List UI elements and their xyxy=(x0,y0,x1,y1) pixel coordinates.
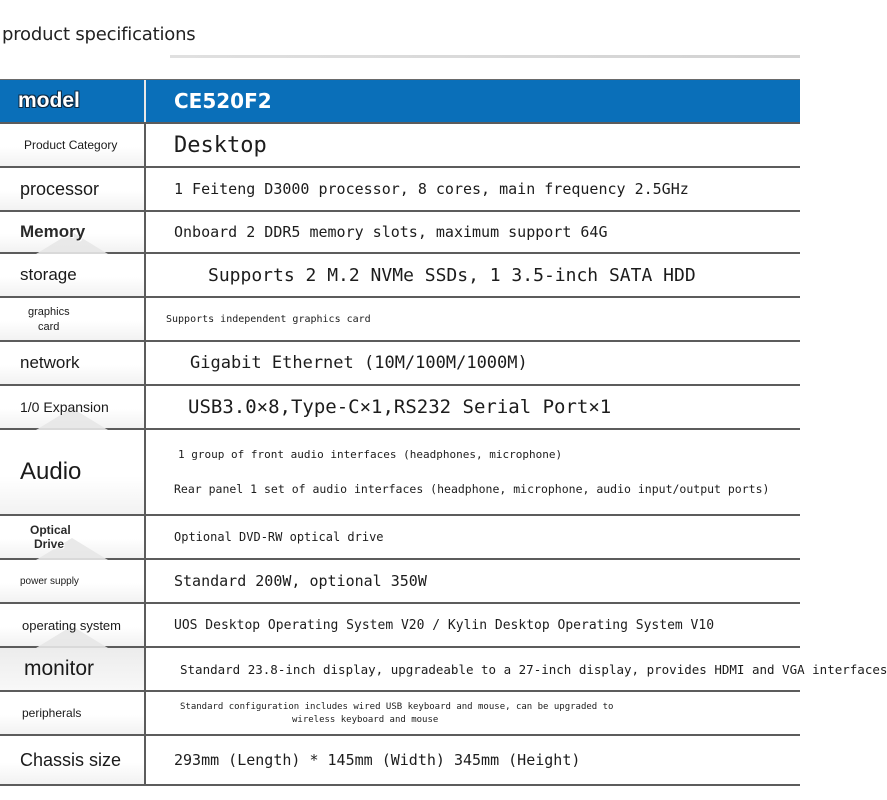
spec-label-operating-system xyxy=(0,604,146,646)
spec-row-monitor xyxy=(0,648,887,692)
spec-value-peripherals xyxy=(146,692,800,734)
spec-value-optical-drive: Optional DVD-RW optical drive xyxy=(174,530,384,544)
spec-value-power-supply: Standard 200W, optional 350W xyxy=(174,572,427,590)
spec-value-audio-line1: 1 group of front audio interfaces (headphones, microphone) xyxy=(178,448,563,462)
spec-label-optical-drive xyxy=(0,516,146,558)
spec-label-text: operating system xyxy=(22,617,121,633)
spec-label-audio xyxy=(0,430,146,514)
spec-label-processor xyxy=(0,168,146,210)
spec-value-peripherals-line2: wireless keyboard and mouse xyxy=(292,714,439,725)
spec-value-operating-system: UOS Desktop Operating System V20 / Kylin Desktop Operating System V10 xyxy=(174,617,715,633)
spec-row-operating-system xyxy=(0,604,800,648)
spec-row-storage xyxy=(0,254,800,298)
spec-value-storage: Supports 2 M.2 NVMe SSDs, 1 3.5-inch SATA HDD xyxy=(208,264,696,286)
spec-label-peripherals xyxy=(0,692,146,734)
spec-value-io-expansion: USB3.0×8,Type-C×1,RS232 Serial Port×1 xyxy=(188,396,612,418)
spec-row-model xyxy=(0,80,800,124)
spec-label-text: monitor xyxy=(24,657,95,680)
spec-row-peripherals xyxy=(0,692,800,736)
spec-value-model: CE520F2 xyxy=(174,89,272,113)
spec-label-text: model xyxy=(18,89,80,112)
spec-value-memory: Onboard 2 DDR5 memory slots, maximum support 64G xyxy=(174,223,608,241)
spec-label-text-line1: Optical xyxy=(30,523,71,537)
spec-label-chassis-size xyxy=(0,736,146,784)
spec-label-text: Chassis size xyxy=(20,749,122,770)
title-divider xyxy=(170,55,800,58)
spec-value-processor: 1 Feiteng D3000 processor, 8 cores, main frequency 2.5GHz xyxy=(174,180,689,198)
spec-row-graphics-card xyxy=(0,298,800,342)
spec-label-io-expansion xyxy=(0,386,146,428)
spec-label-power-supply xyxy=(0,560,146,602)
spec-row-memory xyxy=(0,212,800,254)
spec-label-text: Memory xyxy=(20,222,86,241)
spec-label-text: power supply xyxy=(20,575,79,587)
spec-row-chassis-size xyxy=(0,736,800,786)
spec-label-text: peripherals xyxy=(22,706,82,720)
spec-value-product-category: Desktop xyxy=(174,132,267,158)
spec-label-text-line1: graphics xyxy=(28,305,70,318)
spec-label-product-category xyxy=(0,124,146,166)
spec-value-network: Gigabit Ethernet (10M/100M/1000M) xyxy=(190,353,528,373)
spec-table xyxy=(0,79,887,786)
spec-row-network xyxy=(0,342,800,386)
spec-label-text: Audio xyxy=(20,458,82,485)
spec-value-audio-line2: Rear panel 1 set of audio interfaces (headphone, microphone, audio input/output ports) xyxy=(174,481,770,496)
spec-value-audio xyxy=(146,430,800,514)
spec-label-text-line2: card xyxy=(38,320,60,333)
spec-label-monitor xyxy=(0,648,146,690)
spec-label-graphics-card xyxy=(0,298,146,340)
spec-label-memory xyxy=(0,212,146,252)
spec-label-text: processor xyxy=(20,178,100,199)
spec-value-graphics-card: Supports independent graphics card xyxy=(166,313,371,325)
spec-label-text: storage xyxy=(20,265,77,284)
spec-value-monitor: Standard 23.8-inch display, upgradeable to a 27-inch display, provides HDMI and VGA interfaces xyxy=(180,661,887,677)
spec-label-network xyxy=(0,342,146,384)
spec-value-peripherals-line1: Standard configuration includes wired USB keyboard and mouse, can be upgraded to xyxy=(180,701,614,712)
spec-value-chassis-size: 293mm (Length) * 145mm (Width) 345mm (Height) xyxy=(174,751,581,769)
spec-label-text: 1/0 Expansion xyxy=(20,399,109,415)
spec-label-storage xyxy=(0,254,146,296)
spec-row-power-supply xyxy=(0,560,800,604)
spec-row-processor xyxy=(0,168,800,212)
spec-label-model xyxy=(0,80,146,122)
spec-row-optical-drive xyxy=(0,516,800,560)
spec-label-text: network xyxy=(20,353,80,372)
spec-row-product-category xyxy=(0,124,800,168)
spec-label-text-line2: Drive xyxy=(34,537,65,551)
spec-row-audio xyxy=(0,430,800,516)
page-title: product specifications xyxy=(2,24,196,45)
spec-row-io-expansion xyxy=(0,386,800,430)
spec-label-text: Product Category xyxy=(24,138,118,152)
